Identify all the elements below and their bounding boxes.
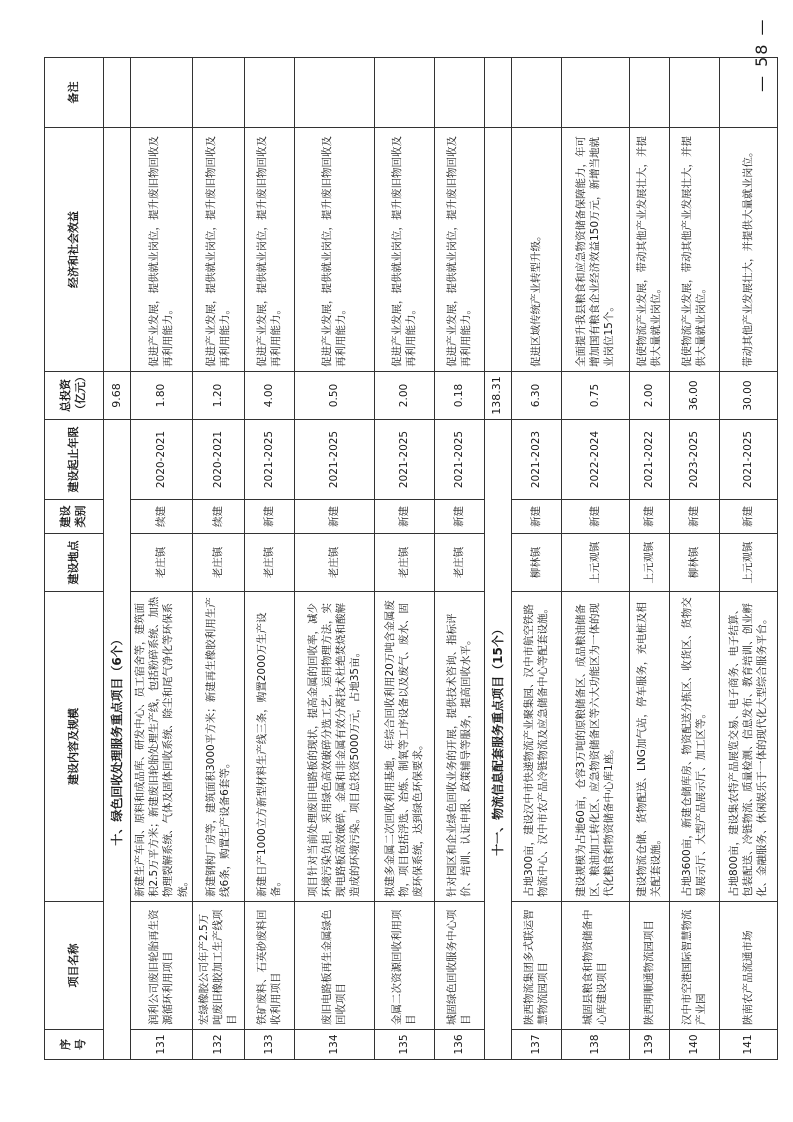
cell-type: 新建 (374, 500, 434, 534)
cell-type: 新建 (561, 500, 629, 534)
cell-benefit: 促进产业发展，提供就业岗位，提升废旧物回收及再利用能力。 (374, 128, 434, 372)
cell-benefit: 带动其他产业发展壮大，并提供大量就业岗位。 (719, 128, 777, 372)
cell-type: 新建 (719, 500, 777, 534)
section-11-row (484, 58, 511, 1060)
cell-period: 2021-2025 (244, 420, 294, 500)
cell-investment: 2.00 (374, 372, 434, 420)
cell-seq: 139 (629, 1030, 669, 1060)
cell-location: 上元观镇 (561, 534, 629, 592)
cell-period: 2020-2021 (192, 420, 244, 500)
cell-period: 2021-2025 (434, 420, 484, 500)
table-row (294, 58, 374, 1060)
table-row (244, 58, 294, 1060)
cell-period: 2021-2025 (719, 420, 777, 500)
cell-content: 针对园区和企业绿色回收业务的开展，提供技术咨询、指标评价、培训、认证申报、政策辅导等服务，提高回收水平。 (434, 592, 484, 902)
cell-investment: 4.00 (244, 372, 294, 420)
cell-period: 2021-2022 (629, 420, 669, 500)
table-row (629, 58, 669, 1060)
cell-location: 老庄镇 (131, 534, 193, 592)
cell-name: 宏绿橡胶公司年产2.5万吨废旧橡胶加工生产线项目 (192, 902, 244, 1030)
cell-period: 2023-2025 (669, 420, 719, 500)
cell-content: 项目针对当前处理废旧电路板的现状，提高金属的回收率，减少环境污染负担，采用绿色高效破碎分选工艺，运用物理方法，实现电路板高效破碎，金属和非金属有效分离技术杜绝焚烧和酸解造成的环境污染。项目总投资5000万元，占地35亩。 (294, 592, 374, 902)
cell-investment: 1.80 (131, 372, 193, 420)
cell-content: 建设物流仓储、货物配送、LNG加气站，停车服务，充电桩及相关配套设施。 (629, 592, 669, 902)
cell-content: 新建日产1000立方新型材料生产线三条，购置2000万生产设备。 (244, 592, 294, 902)
cell-remarks (561, 58, 629, 128)
cell-benefit: 促进区域传统产业转型升级。 (511, 128, 561, 372)
header-type: 建设类别 (45, 500, 104, 534)
cell-period: 2021-2025 (294, 420, 374, 500)
cell-content: 占地300亩，建设汉中市快递物流产业聚集园、汉中市航空铁路物流中心、汉中市农产品冷链物流及应急储备中心等配套设施。 (511, 592, 561, 902)
cell-location: 上元观镇 (719, 534, 777, 592)
cell-benefit: 促进产业发展，提供就业岗位，提升废旧物回收及再利用能力。 (294, 128, 374, 372)
cell-name: 汉中市空港国际智慧物流产业园 (669, 902, 719, 1030)
cell-benefit: 促进产业发展，提供就业岗位，提升废旧物回收及再利用能力。 (434, 128, 484, 372)
table-row (131, 58, 193, 1060)
section-11-title: 十一、物流信息配套服务重点项目（15个） (484, 420, 511, 1060)
cell-name: 陕西明顺通物流园项目 (629, 902, 669, 1030)
header-row (45, 58, 104, 1060)
cell-remarks (192, 58, 244, 128)
cell-investment: 0.75 (561, 372, 629, 420)
cell-investment: 1.20 (192, 372, 244, 420)
cell-name: 城固县粮食和物资储备中心库建设项目 (561, 902, 629, 1030)
cell-content: 占地800亩，建设集农特产品展览交易、电子商务、电子结算、包装配送、冷链物流、质量检测、信息发布、教育培训、创业孵化、金融服务、休闲娱乐于一体的现代化大型综合服务平台。 (719, 592, 777, 902)
cell-type: 新建 (669, 500, 719, 534)
cell-name: 废旧电路板再生金属绿色回收项目 (294, 902, 374, 1030)
cell-type: 新建 (629, 500, 669, 534)
cell-name: 金属二次资源回收利用项目 (374, 902, 434, 1030)
cell-seq: 131 (131, 1030, 193, 1060)
cell-investment: 0.50 (294, 372, 374, 420)
cell-type: 新建 (294, 500, 374, 534)
header-content: 建设内容及规模 (45, 592, 104, 902)
cell-name: 润利公司废旧轮胎再生资源循环利用项目 (131, 902, 193, 1030)
cell-type: 续建 (131, 500, 193, 534)
cell-seq: 138 (561, 1030, 629, 1060)
page-number: — 58 — (752, 17, 771, 92)
header-investment: 总投资（亿元） (45, 372, 104, 420)
cell-period: 2020-2021 (131, 420, 193, 500)
header-benefit: 经济和社会效益 (45, 128, 104, 372)
header-name: 项目名称 (45, 902, 104, 1030)
project-table (44, 57, 778, 1060)
cell-type: 新建 (434, 500, 484, 534)
cell-location: 老庄镇 (244, 534, 294, 592)
cell-seq: 134 (294, 1030, 374, 1060)
cell-period: 2021-2025 (374, 420, 434, 500)
cell-seq: 140 (669, 1030, 719, 1060)
cell-remarks (434, 58, 484, 128)
section-11-total: 138.31 (484, 372, 511, 420)
cell-seq: 133 (244, 1030, 294, 1060)
table-row (434, 58, 484, 1060)
header-location: 建设地点 (45, 534, 104, 592)
cell-location: 老庄镇 (374, 534, 434, 592)
cell-benefit: 全面提升我县粮食和应急物资储备保障能力，年可增加国有粮食企业经济效益150万元，新增当地就业岗位15个。 (561, 128, 629, 372)
cell-seq: 135 (374, 1030, 434, 1060)
cell-location: 柳林镇 (669, 534, 719, 592)
cell-remarks (629, 58, 669, 128)
cell-remarks (374, 58, 434, 128)
cell-remarks (294, 58, 374, 128)
cell-benefit: 促进产业发展，提供就业岗位，提升废旧物回收及再利用能力。 (244, 128, 294, 372)
cell-name: 铁矿废料、石英砂废料回收利用项目 (244, 902, 294, 1030)
cell-content: 拟建多金属二次回收利用基地，年综合回收利用20万吨含金属废物，项目包括浮选、冶炼、制氧等工序设备以及废气、废水、固废环保系统，达到绿色环保要求。 (374, 592, 434, 902)
cell-seq: 137 (511, 1030, 561, 1060)
cell-location: 上元观镇 (629, 534, 669, 592)
cell-benefit: 促使物流产业发展，带动其他产业发展壮大，并提供大量就业岗位。 (629, 128, 669, 372)
cell-remarks (244, 58, 294, 128)
cell-content: 建设规模为占地60亩，仓容3万吨的原粮储备区、成品粮油储备区、粮油加工转化区、应急物资储备区等六大功能区为一体的现代化粮食和物资储备中心库1座。 (561, 592, 629, 902)
cell-benefit: 促使物流产业发展，带动其他产业发展壮大，并提供大量就业岗位。 (669, 128, 719, 372)
cell-location: 老庄镇 (192, 534, 244, 592)
cell-investment: 2.00 (629, 372, 669, 420)
cell-investment: 0.18 (434, 372, 484, 420)
cell-remarks (511, 58, 561, 128)
cell-name: 城固绿色回收服务中心项目 (434, 902, 484, 1030)
cell-seq: 136 (434, 1030, 484, 1060)
cell-benefit: 促进产业发展，提供就业岗位，提升废旧物回收及再利用能力。 (131, 128, 193, 372)
cell-content: 新建生产车间、原料和成品库、研发中心、员工宿舍等，建筑面积2.5万平方米；新建废旧轮胎处理生产线，包括粉碎系统、加热物理裂解系统、气体及固体回收系统、除尘和尾气净化等环保系统。 (131, 592, 193, 902)
cell-seq: 132 (192, 1030, 244, 1060)
cell-name: 陕西物流集团多式联运智慧物流园项目 (511, 902, 561, 1030)
cell-period: 2022-2024 (561, 420, 629, 500)
cell-investment: 36.00 (669, 372, 719, 420)
cell-type: 新建 (244, 500, 294, 534)
cell-remarks (669, 58, 719, 128)
cell-name: 陕南农产品流通市场 (719, 902, 777, 1030)
cell-seq: 141 (719, 1030, 777, 1060)
section-10-total: 9.68 (104, 372, 131, 420)
cell-type: 新建 (511, 500, 561, 534)
table-row (719, 58, 777, 1060)
header-seq: 序号 (45, 1030, 104, 1060)
table-row (561, 58, 629, 1060)
table-row (669, 58, 719, 1060)
cell-content: 占地3600亩，新建仓储库房、物资配送分拣区、收货区、货物交易展示厅、大型产品展示厅、加工区等。 (669, 592, 719, 902)
table-row (192, 58, 244, 1060)
cell-location: 老庄镇 (294, 534, 374, 592)
cell-location: 柳林镇 (511, 534, 561, 592)
cell-investment: 6.30 (511, 372, 561, 420)
header-period: 建设起止年限 (45, 420, 104, 500)
table-row (511, 58, 561, 1060)
cell-period: 2021-2023 (511, 420, 561, 500)
cell-location: 老庄镇 (434, 534, 484, 592)
cell-benefit: 促进产业发展，提供就业岗位，提升废旧物回收及再利用能力。 (192, 128, 244, 372)
header-remarks: 备注 (45, 58, 104, 128)
section-10-row (104, 58, 131, 1060)
cell-type: 续建 (192, 500, 244, 534)
cell-content: 新建钢构厂房等，建筑面积3000平方米；新建再生橡胶利用生产线6条，购置生产设备6套等。 (192, 592, 244, 902)
cell-remarks (131, 58, 193, 128)
section-10-title: 十、绿色回收处理服务重点项目（6个） (104, 420, 131, 1060)
cell-investment: 30.00 (719, 372, 777, 420)
table-row (374, 58, 434, 1060)
